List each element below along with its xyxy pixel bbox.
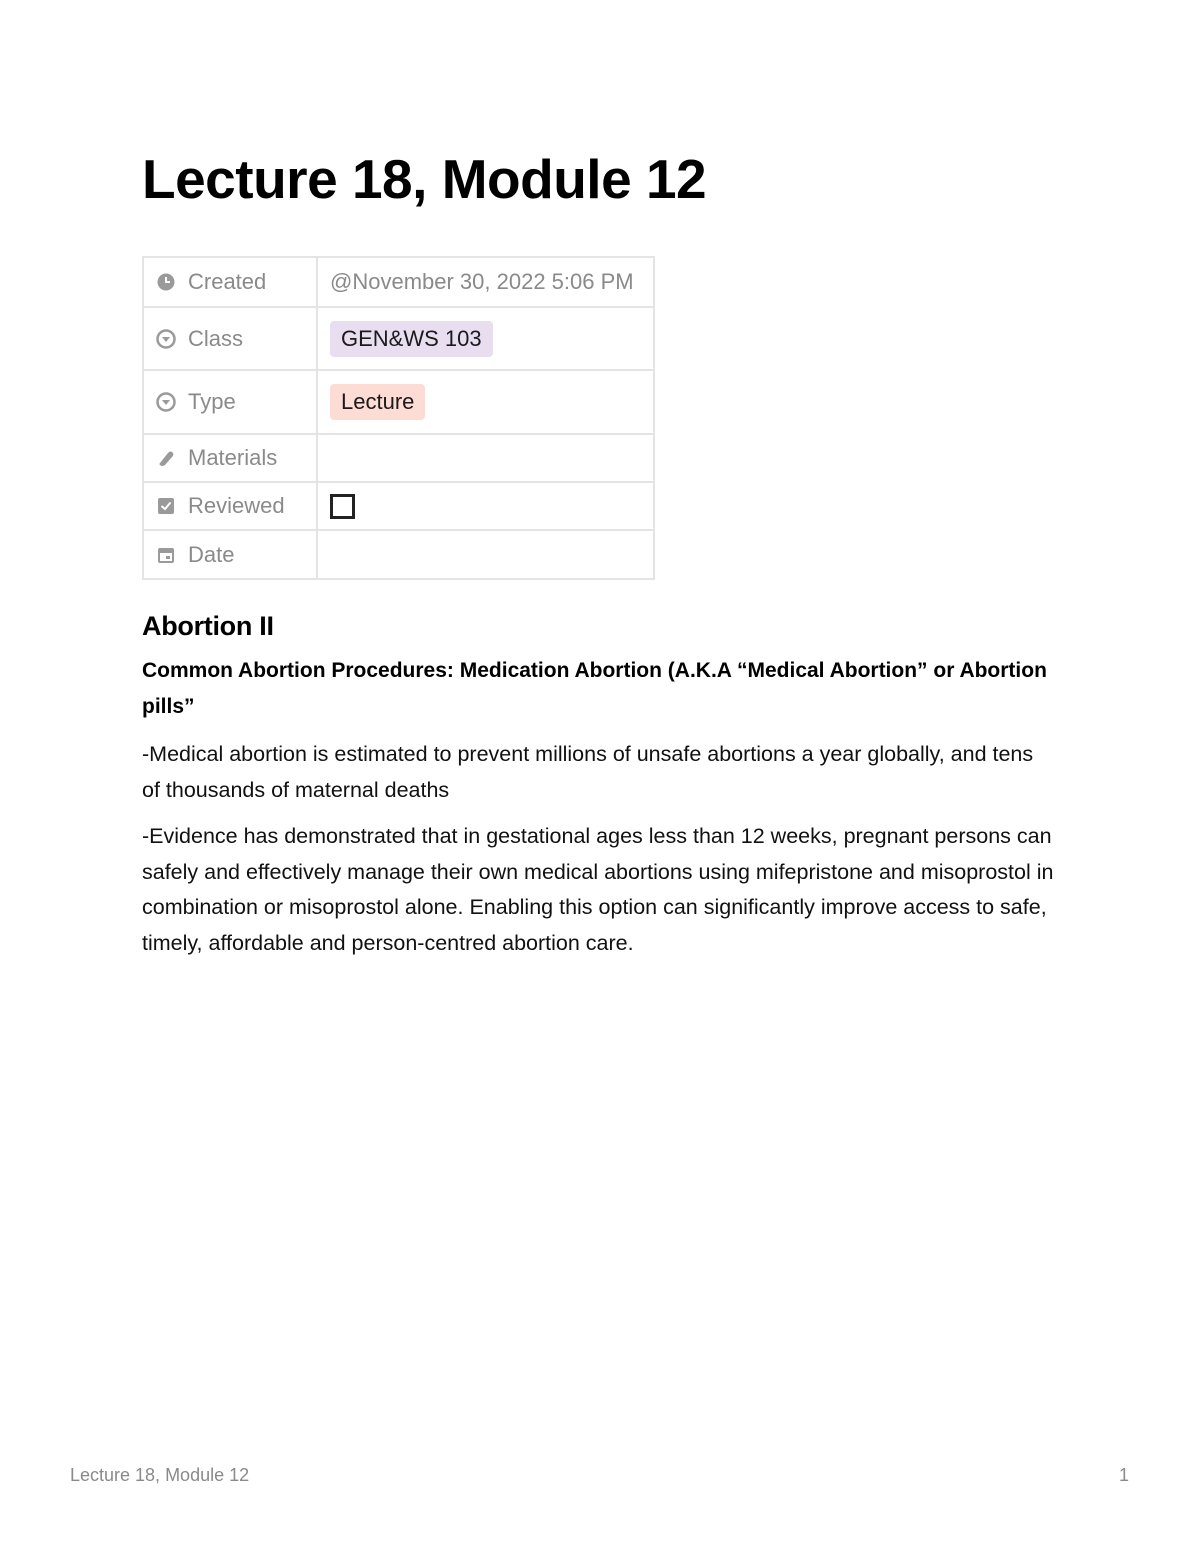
properties-table [142,256,655,580]
property-label: Date [188,541,235,567]
select-icon [156,329,176,349]
property-row-type [143,370,654,434]
property-label: Class [188,325,244,351]
property-row-created [143,257,654,307]
property-row-materials [143,434,654,482]
property-row-class [143,307,654,370]
checkbox-icon [156,496,176,516]
paperclip-icon [156,448,176,468]
paragraph: -Medical abortion is estimated to prevent millions of unsafe abortions a year globally, and tens of thousands of maternal deaths [142,742,1034,802]
date-value[interactable] [317,530,654,579]
class-tag[interactable]: GEN&WS 103 [330,321,493,357]
property-label: Created [188,269,267,294]
property-label: Materials [188,445,278,470]
subheading: Common Abortion Procedures: Medication Abortion (A.K.A “Medical Abortion” or Abortion pills” [142,659,1047,718]
calendar-icon [156,545,176,565]
property-row-reviewed [143,482,654,530]
created-value[interactable]: @November 30, 2022 5:06 PM [330,269,634,294]
property-row-date [143,530,654,579]
page-title: Lecture 18, Module 12 [142,148,707,210]
type-tag[interactable]: Lecture [330,384,425,420]
clock-icon [156,272,176,292]
property-label: Reviewed [188,493,285,518]
section-heading: Abortion II [142,611,274,641]
footer-title: Lecture 18, Module 12 [70,1465,250,1485]
paragraph: -Evidence has demonstrated that in gestational ages less than 12 weeks, pregnant persons can safely and effectively manage their own medical abortions using mifepristone and misoprostol in combination or misoprostol alone. Enabling this option can significantly improve access to safe, timely, affordable and person-centred abortion care. [142,824,1054,955]
select-icon [156,392,176,412]
property-label: Type [188,389,236,414]
reviewed-checkbox[interactable] [330,494,355,519]
page-number: 1 [1118,1465,1129,1485]
materials-value[interactable] [317,434,654,482]
